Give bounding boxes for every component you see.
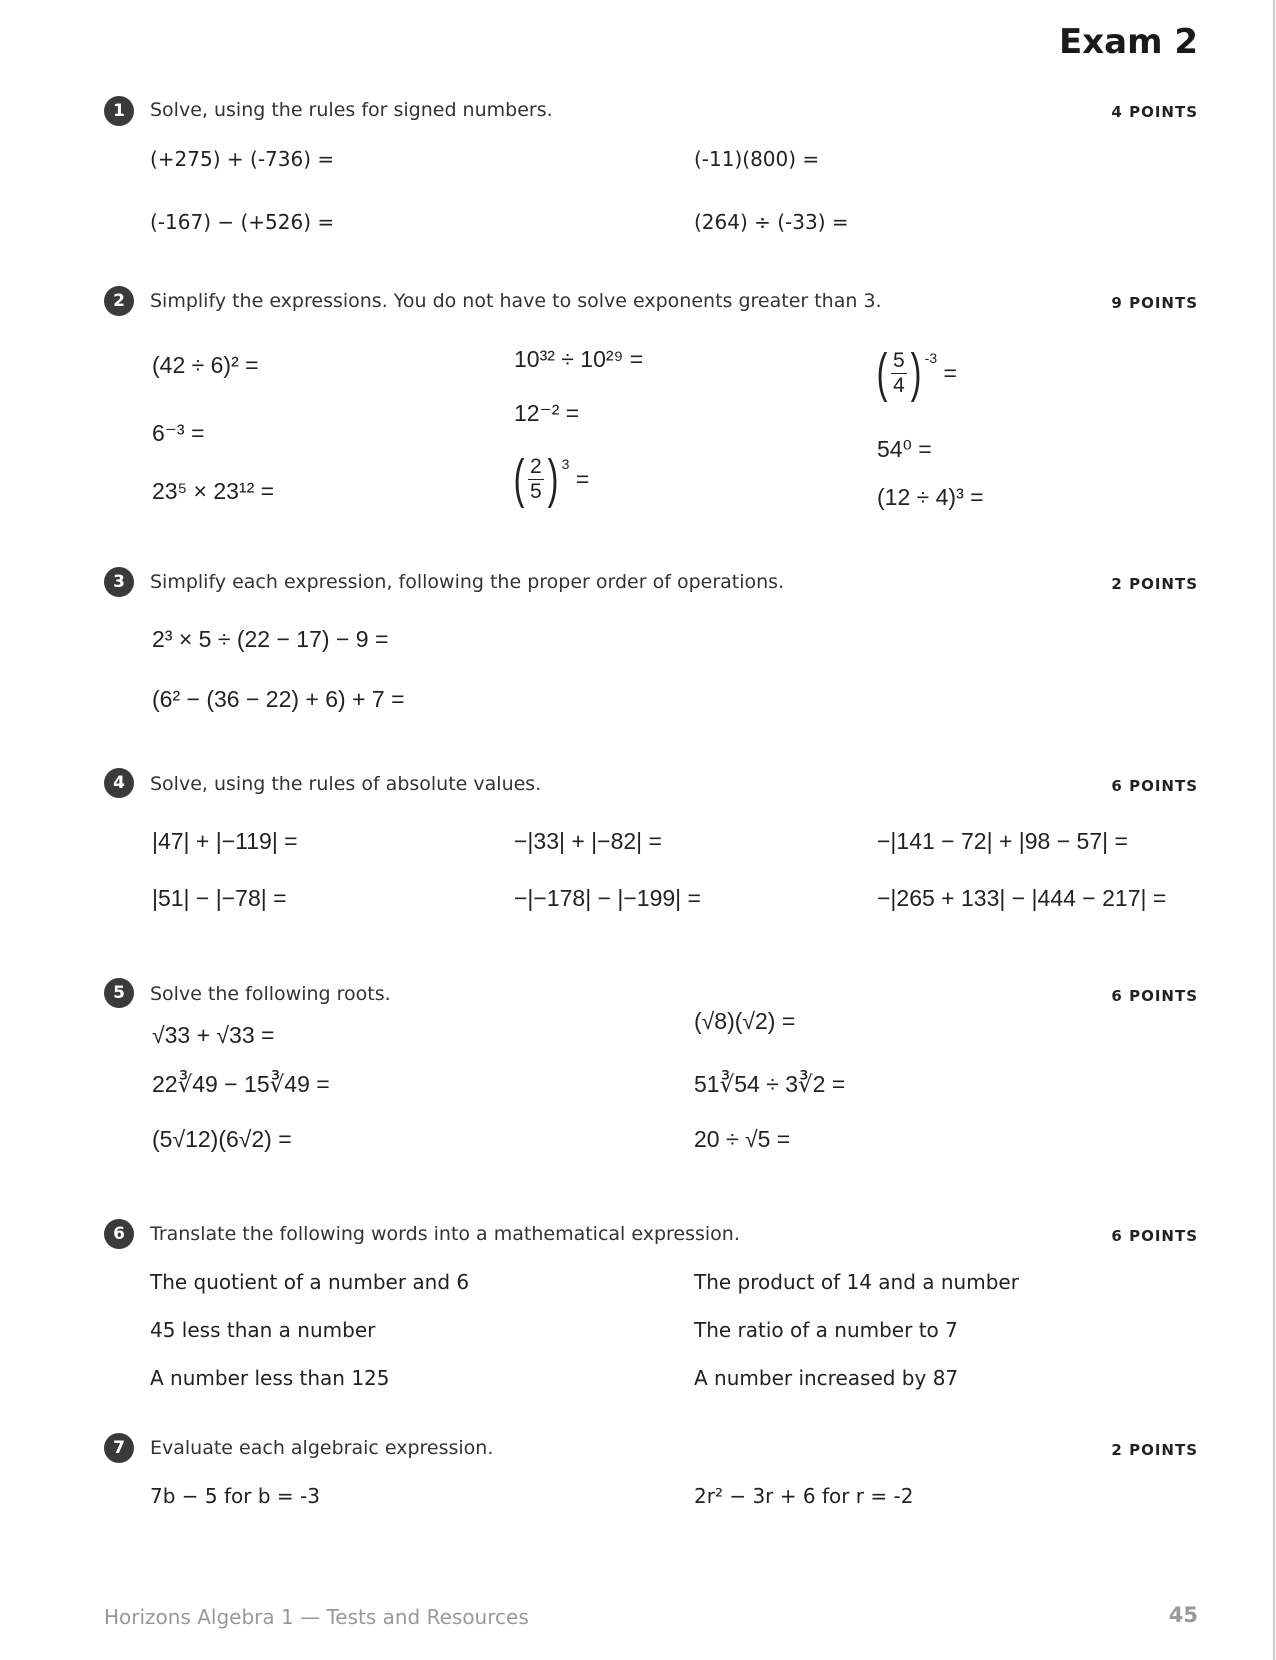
question-points: 6 POINTS xyxy=(1111,987,1198,1005)
question-instruction: Simplify each expression, following the proper order of operations. xyxy=(150,571,785,593)
problem: (5√12)(6√2) = xyxy=(152,1126,292,1152)
equals: = xyxy=(943,359,957,386)
fraction-problem: ( $\frac{5}{4}$ ) -3 = xyxy=(876,343,957,403)
numerator: 2 xyxy=(529,454,542,478)
question-points: 9 POINTS xyxy=(1111,294,1198,312)
problem: 7b − 5 for b = -3 xyxy=(150,1484,320,1508)
question-points: 6 POINTS xyxy=(1111,1227,1198,1245)
exponent: 3 xyxy=(561,456,570,472)
page-edge-divider xyxy=(1273,0,1275,1660)
problem: 54⁰ = xyxy=(877,436,932,462)
page-title: Exam 2 xyxy=(1059,22,1199,62)
question-instruction: Solve the following roots. xyxy=(150,983,391,1005)
problem: (12 ÷ 4)³ = xyxy=(877,484,984,510)
problem: 22∛49 − 15∛49 = xyxy=(152,1071,330,1097)
problem: 2³ × 5 ÷ (22 − 17) − 9 = xyxy=(152,626,389,652)
question-instruction: Evaluate each algebraic expression. xyxy=(150,1437,494,1459)
question-number-badge: 3 xyxy=(104,567,134,597)
problem: (42 ÷ 6)² = xyxy=(152,352,259,378)
denominator: 4 xyxy=(892,373,905,397)
question-points: 2 POINTS xyxy=(1111,1441,1198,1459)
problem: 23⁵ × 23¹² = xyxy=(152,478,275,504)
question-number-badge: 4 xyxy=(104,768,134,798)
problem: (√8)(√2) = xyxy=(694,1008,796,1034)
problem: The quotient of a number and 6 xyxy=(150,1270,470,1294)
fraction-problem: ( $\frac{2}{5}$ ) 3 = xyxy=(513,449,590,509)
problem: A number increased by 87 xyxy=(694,1366,959,1390)
problem: −|141 − 72| + |98 − 57| = xyxy=(877,828,1128,854)
problem: (+275) + (-736) = xyxy=(150,147,335,171)
question-number-badge: 5 xyxy=(104,978,134,1008)
problem: 10³² ÷ 10²⁹ = xyxy=(514,346,644,372)
equals: = xyxy=(575,465,590,492)
question-instruction: Solve, using the rules of absolute values. xyxy=(150,773,542,795)
problem: −|−178| − |−199| = xyxy=(514,885,701,911)
question-points: 2 POINTS xyxy=(1111,575,1198,593)
page-number: 45 xyxy=(1168,1603,1198,1627)
problem: |47| + |−119| = xyxy=(152,828,298,854)
question-points: 6 POINTS xyxy=(1111,777,1198,795)
question-instruction: Translate the following words into a mathematical expression. xyxy=(150,1223,740,1245)
denominator: 5 xyxy=(529,479,542,503)
problem: −|33| + |−82| = xyxy=(514,828,662,854)
exponent: -3 xyxy=(924,350,938,366)
problem: 51∛54 ÷ 3∛2 = xyxy=(694,1071,846,1097)
problem: 2r² − 3r + 6 for r = -2 xyxy=(694,1484,914,1508)
question-points: 4 POINTS xyxy=(1111,103,1198,121)
problem: −|265 + 133| − |444 − 217| = xyxy=(877,885,1167,911)
problem: (-167) − (+526) = xyxy=(150,210,335,234)
problem: 6⁻³ = xyxy=(152,420,205,446)
question-number-badge: 1 xyxy=(104,96,134,126)
question-instruction: Simplify the expressions. You do not have to solve exponents greater than 3. xyxy=(150,290,882,312)
problem: 45 less than a number xyxy=(150,1318,376,1342)
problem: 12⁻² = xyxy=(514,400,580,426)
problem: The ratio of a number to 7 xyxy=(694,1318,958,1342)
numerator: 5 xyxy=(892,348,905,372)
problem: The product of 14 and a number xyxy=(694,1270,1019,1294)
question-number-badge: 7 xyxy=(104,1433,134,1463)
problem: A number less than 125 xyxy=(150,1366,390,1390)
problem: (-11)(800) = xyxy=(694,147,820,171)
problem: (264) ÷ (-33) = xyxy=(694,210,849,234)
question-number-badge: 2 xyxy=(104,286,134,316)
question-instruction: Solve, using the rules for signed numbers. xyxy=(150,99,553,121)
problem: (6² − (36 − 22) + 6) + 7 = xyxy=(152,686,405,712)
problem: |51| − |−78| = xyxy=(152,885,287,911)
footer-book-title: Horizons Algebra 1 — Tests and Resources xyxy=(104,1605,529,1629)
problem: 20 ÷ √5 = xyxy=(694,1126,791,1152)
question-number-badge: 6 xyxy=(104,1219,134,1249)
problem: √33 + √33 = xyxy=(152,1022,275,1048)
